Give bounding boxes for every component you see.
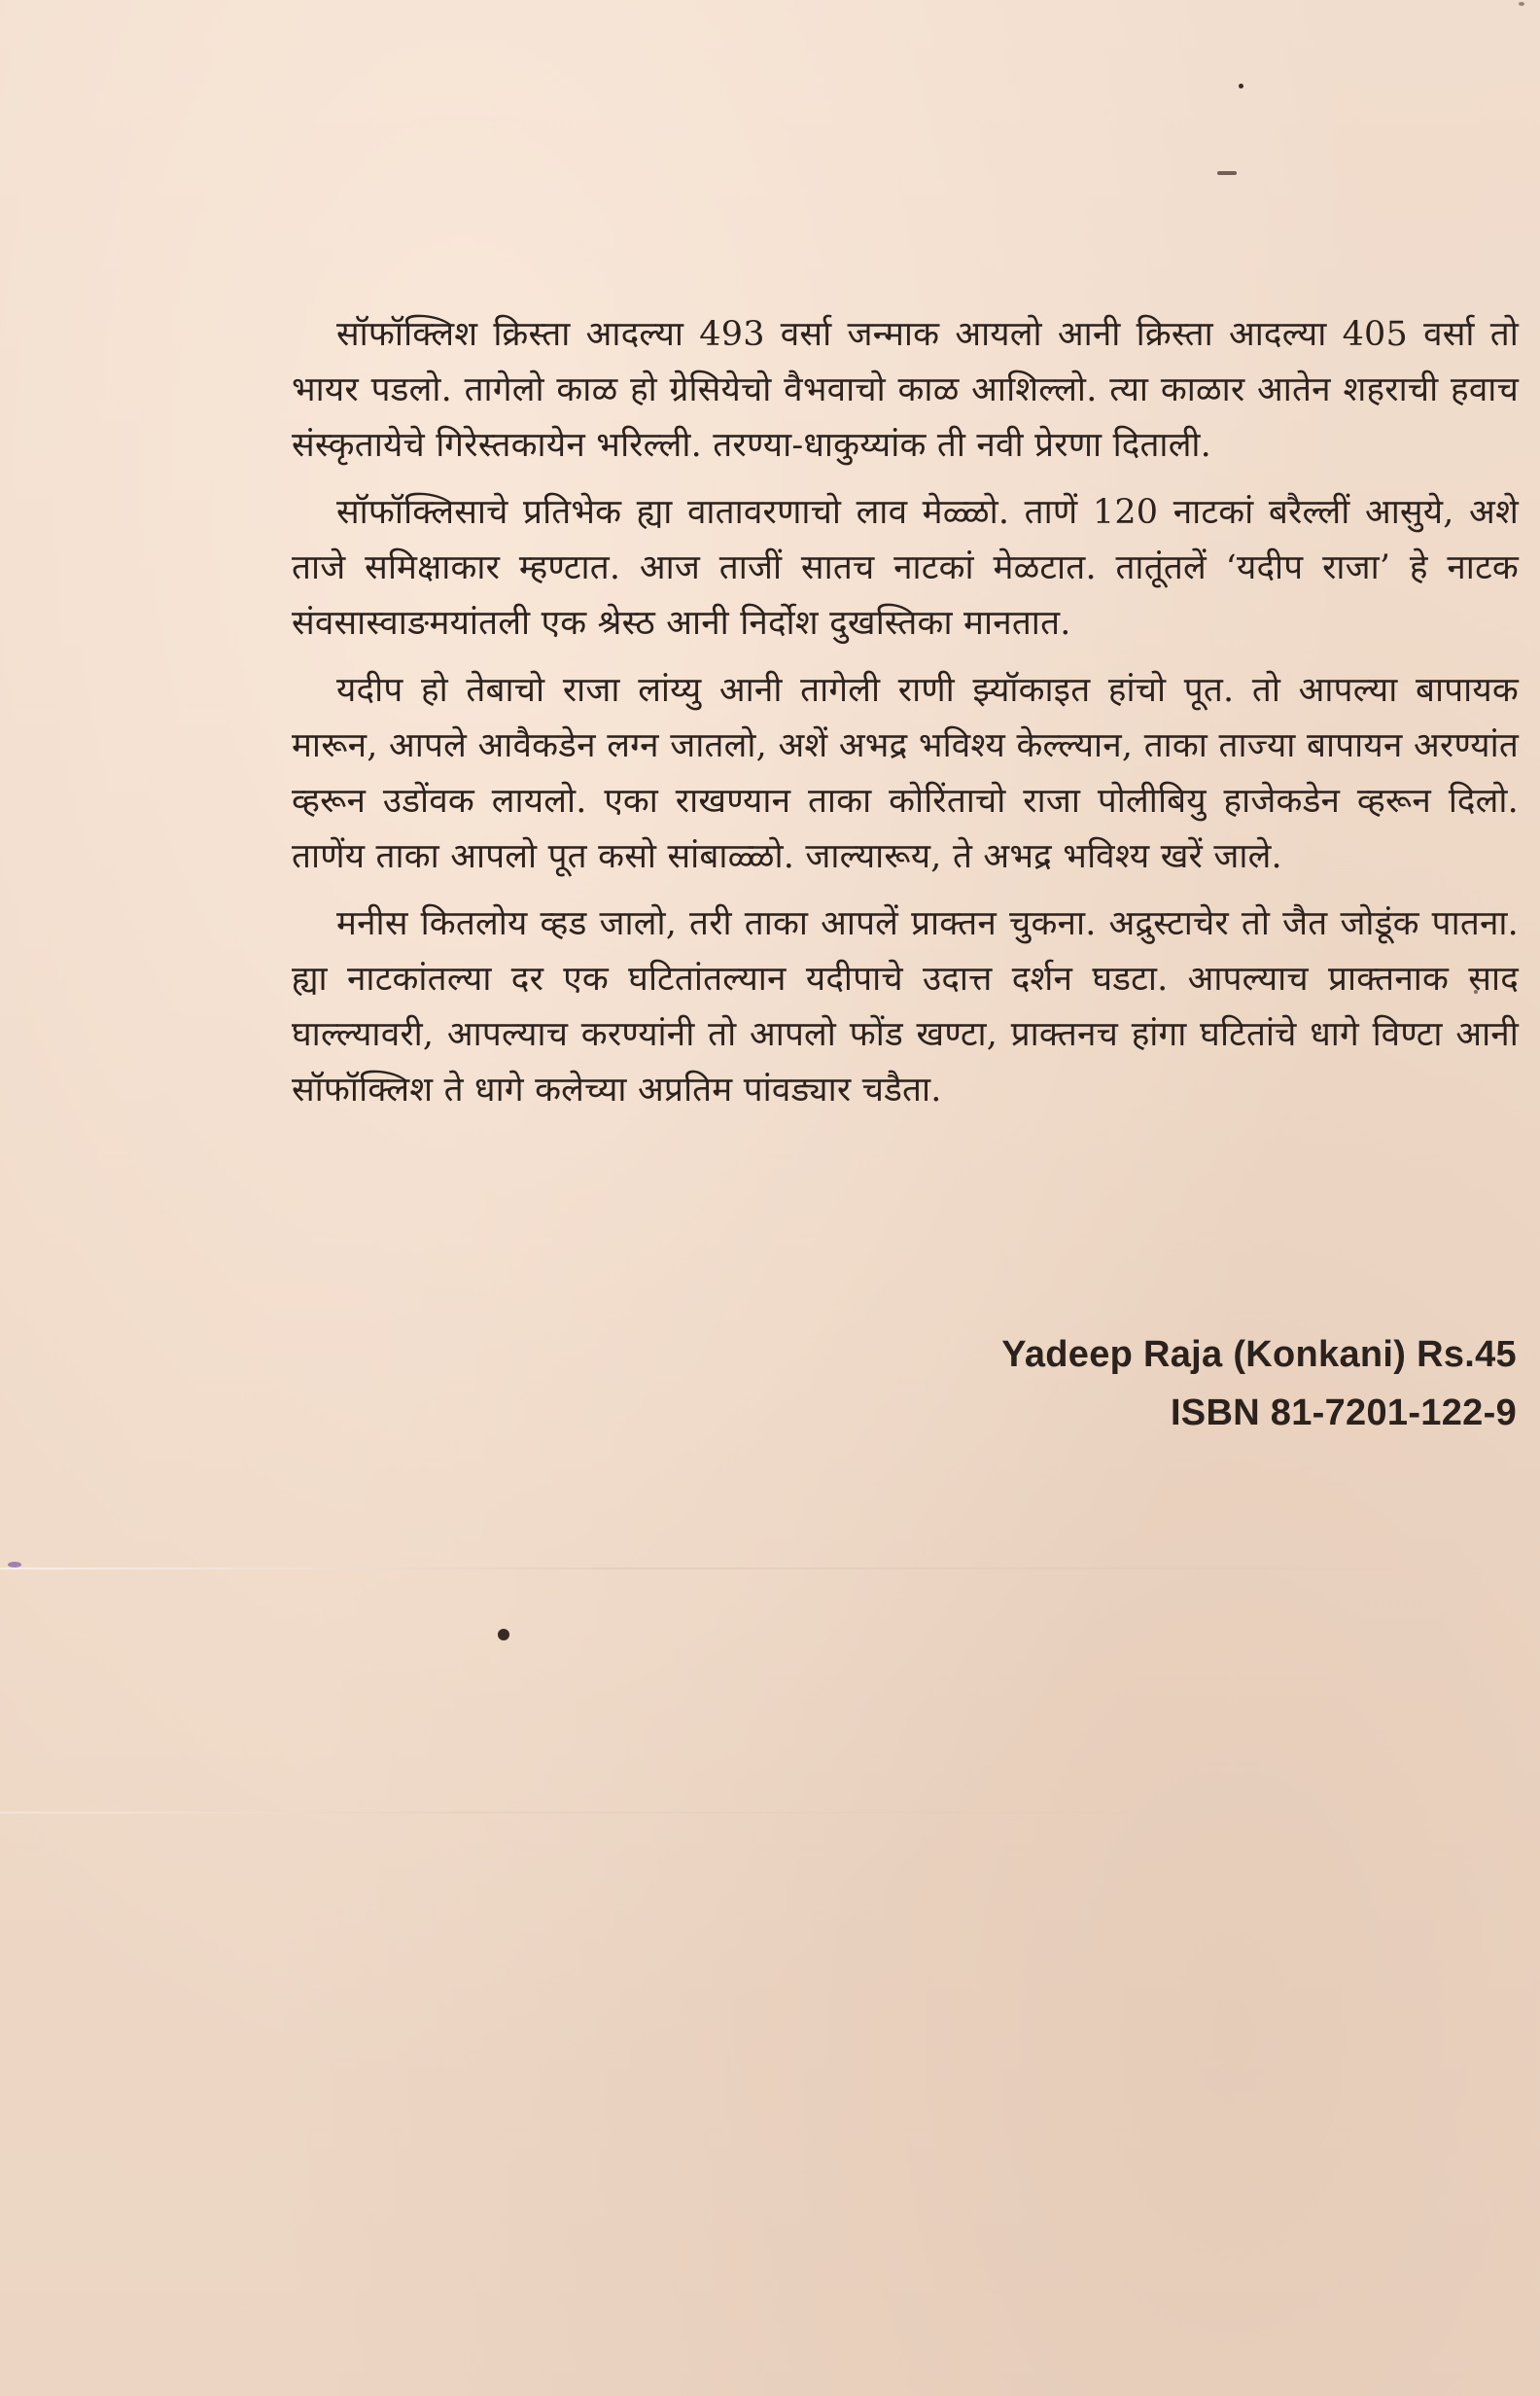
paper-speck — [1239, 84, 1243, 88]
blurb-paragraph: मनीस कितलोय व्हड जालो, तरी ताका आपलें प्राक्तन चुकना. अद्रुस्टाचेर तो जैत जोडूंक पातना. ह्या नाटकांतल्या दर एक घटितांतल्यान यदीपाचे उदात्त दर्शन घडटा. आपल्याच प्राक्तनाक साद घाल्ल्यावरी, आपल्याच करण्यांनी तो आपलो फोंड खण्टा, प्राक्तनच हांगा घटितांचे धागे विण्टा आनी सॉफॉक्लिश ते धागे कलेच्या अप्रतिम पांवड्यार चडैता. — [292, 904, 1519, 1110]
paper-crease — [0, 1568, 1540, 1569]
paper-crease — [0, 1812, 1167, 1814]
paper-speck — [8, 1562, 21, 1568]
blurb-paragraph: सॉफॉक्लिश क्रिस्ता आदल्या 493 वर्सा जन्माक आयलो आनी क्रिस्ता आदल्या 405 वर्सा तो भायर पडलो. तागेलो काळ हो ग्रेसियेचो वैभवाचो काळ आशिल्लो. त्या काळार आतेन शहराची हवाच संस्कृतायेचे गिरेस्तकायेन भरिल्ली. तरण्या-धाकुय्यांक ती नवी प्रेरणा दिताली. — [292, 315, 1519, 465]
isbn-label: ISBN 81-7201-122-9 — [1170, 1392, 1517, 1433]
book-title-price: Yadeep Raja (Konkani) Rs.45 — [1001, 1334, 1517, 1375]
paper-speck — [498, 1629, 509, 1640]
blurb-paragraph: यदीप हो तेबाचो राजा लांय्यु आनी तागेली राणी झ्यॉकाइत हांचो पूत. तो आपल्या बापायक मारून, आपले आवैकडेन लग्न जातलो, अशें अभद्र भविश्य केल्ल्यान, ताका ताज्या बापायन अरण्यांत व्हरून उडोंवक लायलो. एका राखण्यान ताका कोरिंताचो राजा पोलीबियु हाजेकडेन व्हरून दिलो. ताणेंय ताका आपलो पूत कसो सांबाळ्ळो. जाल्यारूय, ते अभद्र भविश्य खरें जाले. — [292, 671, 1519, 876]
blurb-text — [292, 307, 1519, 1130]
paper-speck — [1217, 171, 1237, 175]
blurb-paragraph: सॉफॉक्लिसाचे प्रतिभेक ह्या वातावरणाचो लाव मेळ्ळो. ताणें 120 नाटकां बरैल्लीं आसुये, अशे ताजे समिक्षाकार म्हण्टात. आज ताजीं सातच नाटकां मेळटात. तातूंतलें ‘यदीप राजा’ हे नाटक संवसास्वाङमयांतली एक श्रेस्ठ आनी निर्दोश दुखस्तिका मानतात. — [292, 493, 1519, 643]
paper-speck — [1519, 2, 1524, 6]
